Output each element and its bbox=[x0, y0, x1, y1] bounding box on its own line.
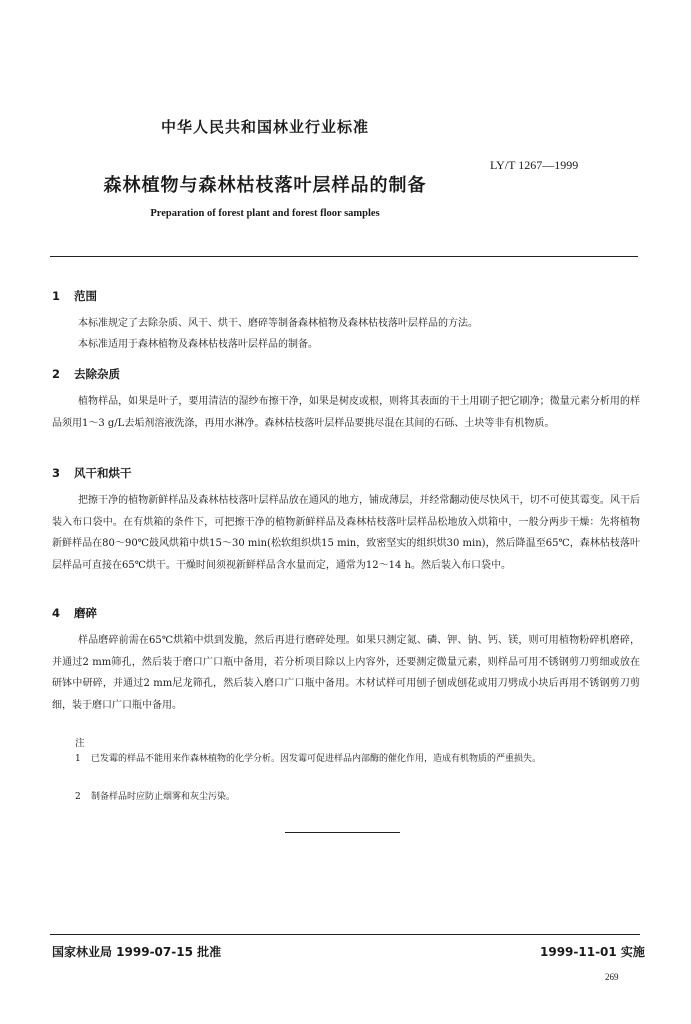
footer-divider bbox=[50, 934, 640, 935]
section-number: 2 bbox=[52, 367, 61, 381]
section-number: 4 bbox=[52, 606, 61, 620]
document-title-english: Preparation of forest plant and forest floor samples bbox=[150, 208, 380, 219]
end-of-text-divider bbox=[285, 832, 400, 833]
approval-line: 国家林业局 1999-07-15 批准 bbox=[52, 945, 222, 959]
section-title: 磨碎 bbox=[74, 606, 97, 620]
section-title: 风干和烘干 bbox=[74, 466, 132, 480]
note-number: 1 bbox=[75, 754, 81, 764]
section-paragraph: 本标准规定了去除杂质、风干、烘干、磨碎等制备森林植物及森林枯枝落叶层样品的方法。 bbox=[78, 318, 478, 329]
header-divider bbox=[50, 256, 638, 257]
page-number: 269 bbox=[605, 972, 619, 982]
section-paragraph: 把擦干净的植物新鲜样品及森林枯枝落叶层样品放在通风的地方，铺成薄层，并经常翻动使尽快风干，切不可使其霉变。风干后装入布口袋中。在有烘箱的条件下，可把擦干净的植物新鲜样品及森林枯枝落叶层样品松地放入烘箱中，一般分两步干燥：先将植物新鲜样品在80～90℃鼓风烘箱中烘15～30 min(松软组织烘15 min，致密坚实的组织烘30 min)，然后降温至65℃，森林枯枝落叶层样品可直接在65℃烘干。干燥时间须视新鲜样品含水量而定，通常为12～14 h。然后装入布口袋中。 bbox=[52, 495, 640, 571]
note-number: 2 bbox=[75, 792, 81, 802]
implementation-date: 1999-11-01 实施 bbox=[540, 945, 645, 959]
note-text: 制备样品时应防止烟雾和灰尘污染。 bbox=[91, 792, 236, 802]
section-heading-drying bbox=[52, 465, 132, 481]
section-paragraph: 本标准适用于森林植物及森林枯枝落叶层样品的制备。 bbox=[78, 339, 318, 350]
section-number: 1 bbox=[52, 289, 61, 303]
notes-label: 注 bbox=[75, 738, 85, 749]
document-title-chinese: 森林植物与森林枯枝落叶层样品的制备 bbox=[103, 175, 427, 196]
section-heading-grinding bbox=[52, 605, 97, 621]
note-item bbox=[75, 788, 635, 807]
section-heading-impurity-removal bbox=[52, 366, 120, 382]
section-paragraph: 植物样品，如果是叶子，要用清洁的湿纱布擦干净，如果是树皮或根，则将其表面的干土用刷子把它刷净；微量元素分析用的样品须用1～3 g/L去垢剂溶液洗涤，再用水淋净。森林枯枝落叶层样品要挑尽混在其间的石砾、土块等非有机物质。 bbox=[52, 396, 640, 429]
issuing-organization: 中华人民共和国林业行业标准 bbox=[160, 118, 369, 136]
section-title: 范围 bbox=[74, 289, 97, 303]
note-item bbox=[75, 750, 635, 769]
section-paragraph: 样品磨碎前需在65℃烘箱中烘到发脆，然后再进行磨碎处理。如果只测定氮、磷、钾、钠、钙、镁，则可用植物粉碎机磨碎，并通过2 mm筛孔，然后装于磨口广口瓶中备用，若分析项目除以上内容外，还要测定微量元素，则样品可用不锈钢剪刀剪细或放在研钵中研碎，并通过2 mm尼龙筛孔，然后装入磨口广口瓶中备用。木材试样可用刨子刨成刨花或用刀劈成小块后再用不锈钢剪刀剪细，装于磨口广口瓶中备用。 bbox=[52, 635, 640, 711]
standard-number: LY/T 1267—1999 bbox=[490, 158, 579, 172]
section-number: 3 bbox=[52, 466, 61, 480]
note-text: 已发霉的样品不能用来作森林植物的化学分析。因发霉可促进样品内部酶的催化作用，造成有机物质的严重损失。 bbox=[91, 754, 542, 764]
section-title: 去除杂质 bbox=[74, 367, 120, 381]
section-heading-scope bbox=[52, 288, 97, 304]
